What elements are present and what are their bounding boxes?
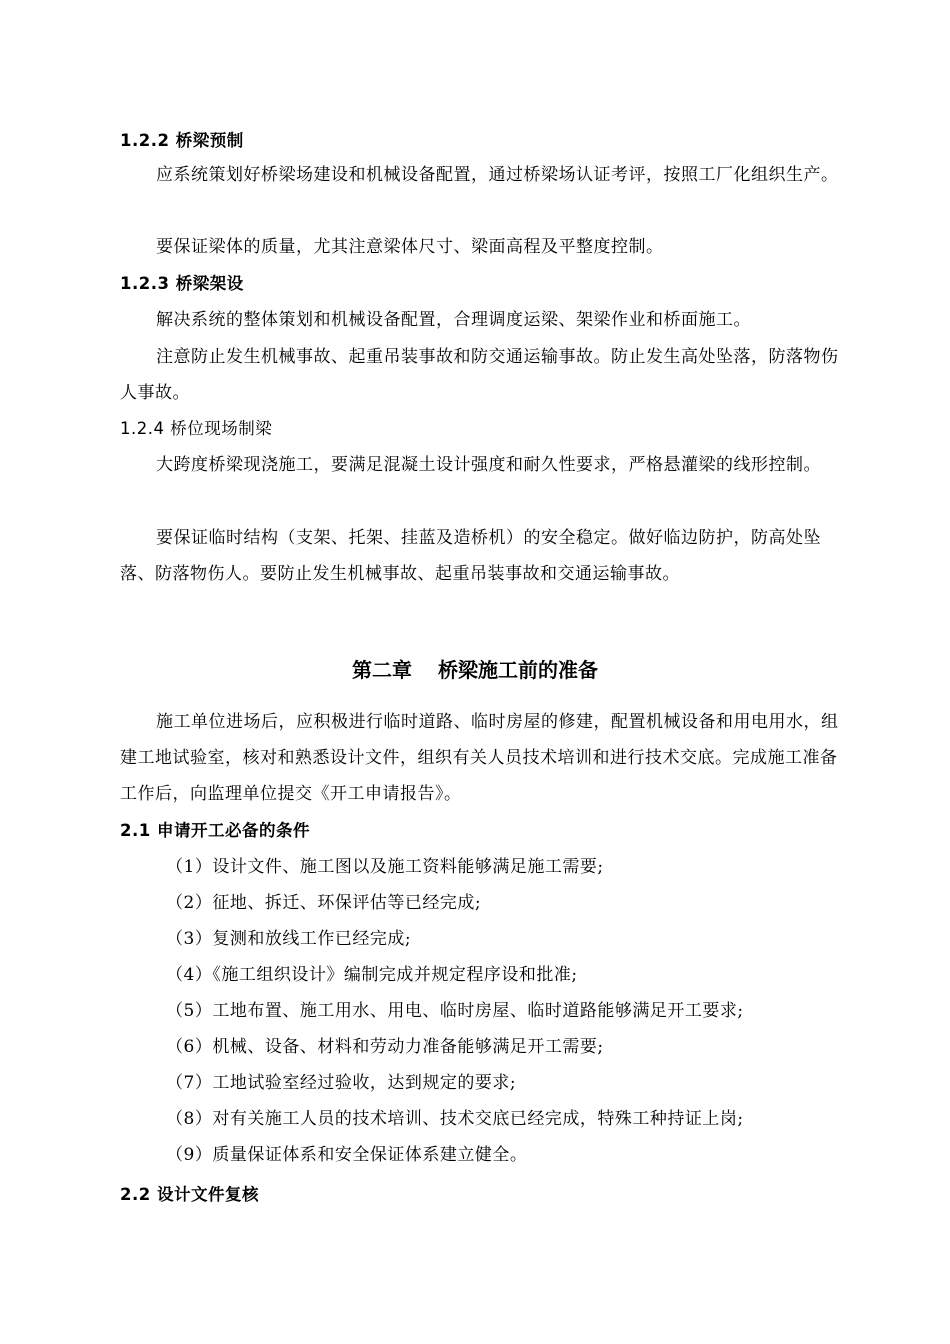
paragraph: 大跨度桥梁现浇施工，要满足混凝土设计强度和耐久性要求，严格悬灌梁的线形控制。 [156,455,821,475]
section-heading-1-2-2: 1.2.2 桥梁预制 [120,131,244,150]
section-heading-1-2-3: 1.2.3 桥梁架设 [120,274,244,293]
paragraph: 要保证临时结构（支架、托架、挂蓝及造桥机）的安全稳定。做好临边防护，防高处坠落、防落物伤人。要防止发生机械事故、起重吊装事故和交通运输事故。 [120,528,821,584]
chapter-title [0,652,950,688]
paragraph: 解决系统的整体策划和机械设备配置，合理调度运梁、架梁作业和桥面施工。 [156,310,751,330]
paragraph: 要保证梁体的质量，尤其注意梁体尺寸、梁面高程及平整度控制。 [156,237,664,257]
chapter-intro: 施工单位进场后，应积极进行临时道路、临时房屋的修建，配置机械设备和用电用水，组建工地试验室，核对和熟悉设计文件，组织有关人员技术培训和进行技术交底。完成施工准备工作后，向监理单位提交《开工申请报告》。 [120,712,839,804]
chapter-name: 桥梁施工前的准备 [438,658,598,682]
list-item: （1）设计文件、施工图以及施工资料能够满足施工需要; [166,857,604,877]
chapter-number: 第二章 [352,658,412,682]
conditions-list [120,849,845,1173]
section-heading-1-2-4: 1.2.4 桥位现场制梁 [120,419,273,438]
list-item: （3）复测和放线工作已经完成; [166,929,412,949]
section-heading-2-1: 2.1 申请开工必备的条件 [120,821,310,840]
list-item: （2）征地、拆迁、环保评估等已经完成; [166,893,482,913]
list-item: （7）工地试验室经过验收，达到规定的要求; [166,1073,517,1093]
list-item: （4）《施工组织设计》编制完成并规定程序设和批准; [166,965,578,985]
section-heading-2-2: 2.2 设计文件复核 [120,1185,259,1204]
list-item: （8）对有关施工人员的技术培训、技术交底已经完成，特殊工种持证上岗; [166,1109,744,1129]
list-item: （6）机械、设备、材料和劳动力准备能够满足开工需要; [166,1037,604,1057]
list-item: （5）工地布置、施工用水、用电、临时房屋、临时道路能够满足开工要求; [166,1001,744,1021]
list-item: （9）质量保证体系和安全保证体系建立健全。 [166,1145,528,1165]
paragraph: 注意防止发生机械事故、起重吊装事故和防交通运输事故。防止发生高处坠落，防落物伤人事故。 [120,347,839,403]
paragraph: 应系统策划好桥梁场建设和机械设备配置，通过桥梁场认证考评，按照工厂化组织生产。 [156,165,839,185]
